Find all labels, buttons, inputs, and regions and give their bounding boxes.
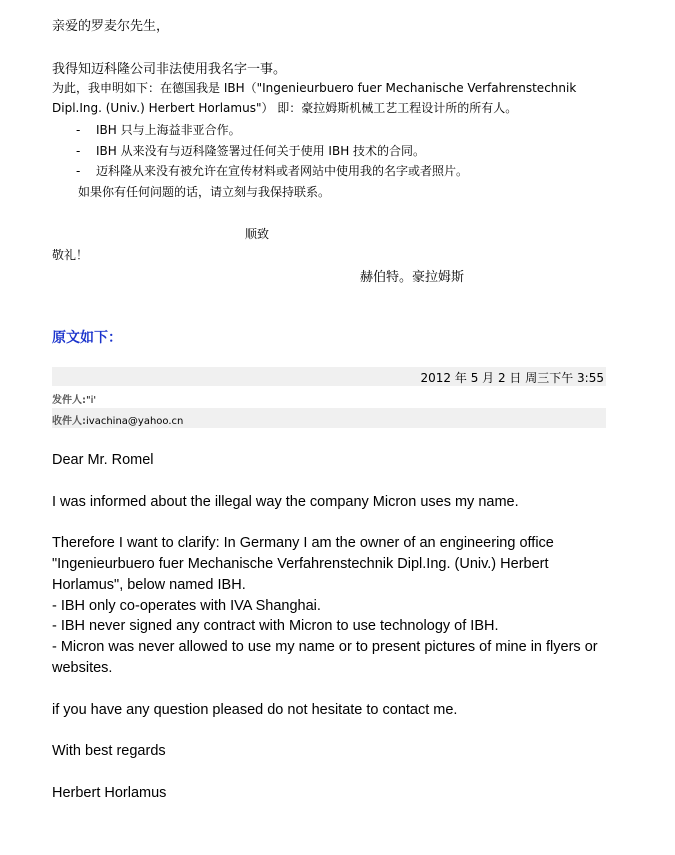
- en-paragraph-1: I was informed about the illegal way the company Micron uses my name.: [52, 494, 519, 510]
- cn-bullet-3: - 迈科隆从来没有被允许在宣传材料或者网站中使用我的名字或者照片。: [76, 164, 469, 178]
- en-paragraph-3: if you have any question pleased do not hesitate to contact me.: [52, 702, 458, 718]
- en-closing: With best regards: [52, 743, 166, 759]
- cn-signature: 赫伯特。豪拉姆斯: [360, 270, 465, 285]
- en-paragraph-2-line: "Ingenieurbuero fuer Mechanische Verfahrenstechnik Dipl.Ing. (Univ.) Herbert: [52, 556, 549, 572]
- cn-bullet-1: - IBH 只与上海益非亚合作。: [76, 123, 241, 137]
- email-date: 2012 年 5 月 2 日 周三下午 3:55: [420, 371, 604, 385]
- en-bullet-line: websites.: [52, 660, 113, 676]
- original-heading: 原文如下：: [52, 330, 122, 346]
- cn-bullet-text: 迈科隆从来没有被允许在宣传材料或者网站中使用我的名字或者照片。: [96, 164, 469, 178]
- email-from: [52, 391, 96, 406]
- en-bullet-line: - IBH only co-operates with IVA Shanghai.: [52, 598, 321, 614]
- email-to: [52, 412, 183, 427]
- cn-salutation: 亲爱的罗麦尔先生，: [52, 19, 170, 34]
- email-date-bar: [52, 367, 606, 386]
- en-bullet-line: - IBH never signed any contract with Micron to use technology of IBH.: [52, 618, 499, 634]
- cn-line-1: 我得知迈科隆公司非法使用我名字一事。: [52, 62, 287, 77]
- en-signature: Herbert Horlamus: [52, 785, 167, 801]
- cn-closing-2: 敬礼！: [52, 248, 89, 262]
- en-bullet-line: - Micron was never allowed to use my name or to present pictures of mine in flyers or: [52, 639, 598, 655]
- cn-line-3: Dipl.Ing. (Univ.) Herbert Horlamus"） 即：豪拉姆斯机械工艺工程设计所的所有人。: [52, 101, 518, 115]
- cn-bullet-2: - IBH 从来没有与迈科隆签署过任何关于使用 IBH 技术的合同。: [76, 144, 426, 158]
- en-paragraph-2-line: Horlamus", below named IBH.: [52, 577, 246, 593]
- cn-bullet-text: IBH 从来没有与迈科隆签署过任何关于使用 IBH 技术的合同。: [96, 144, 426, 158]
- cn-bullet-text: IBH 只与上海益非亚合作。: [96, 123, 241, 137]
- en-paragraph-2-line: Therefore I want to clarify: In Germany I am the owner of an engineering office: [52, 535, 554, 551]
- email-to-bar: [52, 408, 606, 428]
- cn-line-2: 为此，我申明如下：在德国我是 IBH（"Ingenieurbuero fuer Mechanische Verfahrenstechnik: [52, 81, 577, 95]
- en-salutation: Dear Mr. Romel: [52, 452, 154, 468]
- to-label: 收件人:: [52, 416, 86, 427]
- from-label: 发件人:: [52, 395, 86, 406]
- from-value: "i': [86, 395, 97, 406]
- cn-contact-line: 如果你有任何问题的话，请立刻与我保持联系。: [78, 185, 331, 199]
- to-value: ivachina@yahoo.cn: [86, 416, 184, 427]
- cn-closing-1: 顺致: [245, 227, 270, 241]
